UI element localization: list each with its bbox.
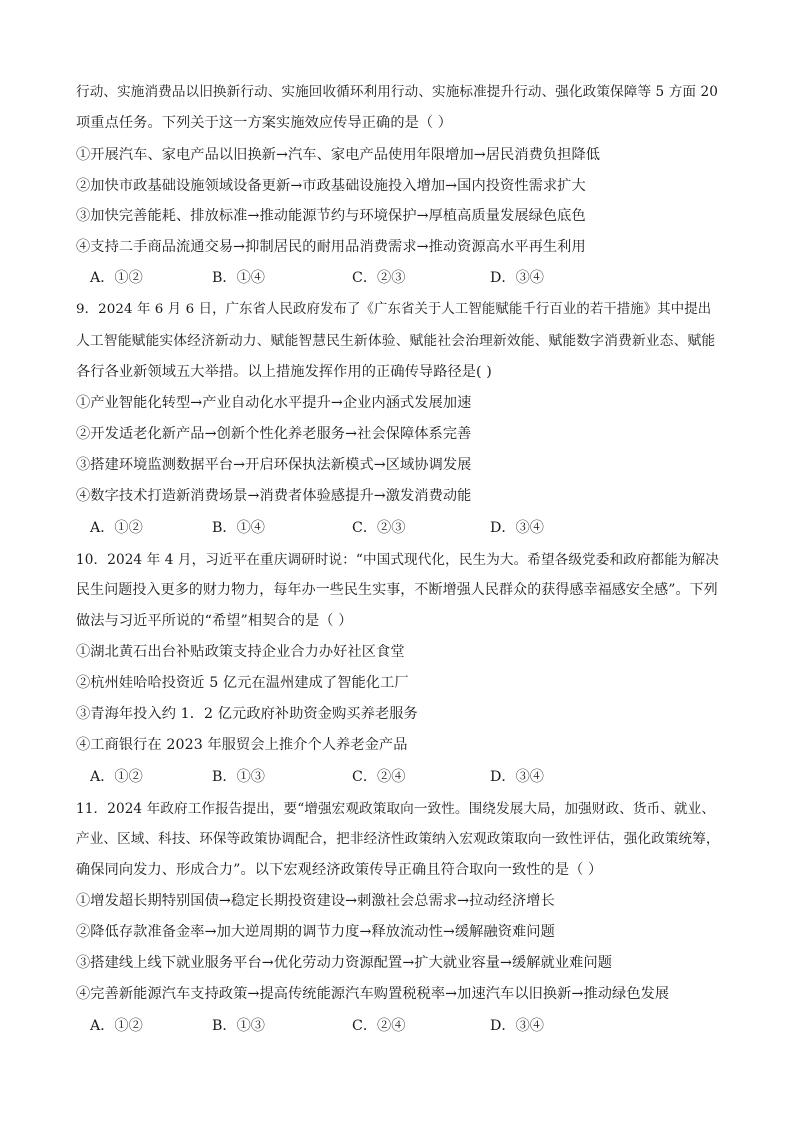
q8-option-b: B．①④: [212, 270, 265, 286]
q8-item-2: ②加快市政基础设施领域设备更新→市政基础设施投入增加→国内投资性需求扩大: [76, 178, 586, 194]
q10-options: [90, 767, 690, 787]
q11-item-4: ④完善新能源汽车支持政策→提高传统能源汽车购置税税率→加速汽车以旧换新→推动绿色发展: [76, 986, 670, 1002]
q10-stem-line-2: 民生问题投入更多的财力物力，每年办一些民生实事，不断增强人民群众的获得感幸福感安全感”。下列: [76, 582, 718, 598]
q11-item-2: ②降低存款准备金率→加大逆周期的调节力度→释放流动性→缓解融资难问题: [76, 924, 555, 940]
q10-stem-line-1: 10．2024 年 4 月，习近平在重庆调研时说：“中国式现代化，民生为大。希望各级党委和政府都能为解决: [76, 552, 719, 568]
q8-option-d: D．③④: [490, 270, 544, 286]
q10-option-a: A．①②: [90, 769, 143, 785]
q11-item-3: ③搭建线上线下就业服务平台→优化劳动力资源配置→扩大就业容量→缓解就业难问题: [76, 955, 613, 971]
q9-option-b: B．①④: [212, 520, 265, 536]
q10-stem-line-3: 做法与习近平所说的“希望”相契合的是（ ）: [76, 613, 353, 629]
q11-option-d: D．③④: [490, 1018, 544, 1034]
q10-item-1: ①湖北黄石出台补贴政策支持企业合力办好社区食堂: [76, 644, 405, 660]
q10-option-d: D．③④: [490, 769, 544, 785]
q9-option-c: C．②③: [352, 520, 406, 536]
q11-options: [90, 1016, 690, 1036]
q8-item-4: ④支持二手商品流通交易→抑制居民的耐用品消费需求→推动资源高水平再生利用: [76, 239, 586, 255]
q11-item-1: ①增发超长期特别国债→稳定长期投资建设→刺激社会总需求→拉动经济增长: [76, 893, 555, 909]
q10-option-b: B．①③: [212, 769, 265, 785]
q11-option-b: B．①③: [212, 1018, 265, 1034]
q10-item-4: ④工商银行在 2023 年服贸会上推介个人养老金产品: [76, 737, 408, 753]
q9-item-3: ③搭建环境监测数据平台→开启环保执法新模式→区域协调发展: [76, 457, 472, 473]
q8-option-c: C．②③: [352, 270, 406, 286]
q9-item-1: ①产业智能化转型→产业自动化水平提升→企业内涵式发展加速: [76, 395, 472, 411]
q11-stem-line-1: 11．2024 年政府工作报告提出，要“增强宏观政策取向一致性。围绕发展大局，加强财政、货币、就业、: [76, 801, 716, 817]
q10-option-c: C．②④: [352, 769, 406, 785]
q10-item-3: ③青海年投入约 1．2 亿元政府补助资金购买养老服务: [76, 706, 418, 722]
q8-item-1: ①开展汽车、家电产品以旧换新→汽车、家电产品使用年限增加→居民消费负担降低: [76, 147, 601, 163]
q8-options: [90, 268, 690, 288]
q9-item-2: ②开发适老化新产品→创新个性化养老服务→社会保障体系完善: [76, 426, 472, 442]
q11-option-c: C．②④: [352, 1018, 406, 1034]
q8-stem-line-1: 行动、实施消费品以旧换新行动、实施回收循环利用行动、实施标准提升行动、强化政策保障等 5 方面 20: [76, 84, 719, 100]
q9-stem-line-3: 各行各业新领域五大举措。以上措施发挥作用的正确传导路径是( ): [76, 364, 492, 380]
q9-item-4: ④数字技术打造新消费场景→消费者体验感提升→激发消费动能: [76, 488, 472, 504]
q8-option-a: A．①②: [90, 270, 143, 286]
q9-stem-line-2: 人工智能赋能实体经济新动力、赋能智慧民生新体验、赋能社会治理新效能、赋能数字消费新业态、赋能: [76, 333, 716, 349]
q8-item-3: ③加快完善能耗、排放标准→推动能源节约与环境保护→厚植高质量发展绿色底色: [76, 208, 586, 224]
q9-stem-line-1: 9．2024 年 6 月 6 日，广东省人民政府发布了《广东省关于人工智能赋能千行百业的若干措施》其中提出: [76, 302, 712, 317]
q11-stem-line-2: 产业、区域、科技、环保等政策协调配合，把非经济性政策纳入宏观政策取向一致性评估，强化政策统筹，: [76, 831, 720, 847]
q11-option-a: A．①②: [90, 1018, 143, 1034]
q10-item-2: ②杭州娃哈哈投资近 5 亿元在温州建成了智能化工厂: [76, 675, 409, 691]
q8-stem-line-2: 项重点任务。下列关于这一方案实施效应传导正确的是（ ）: [76, 115, 453, 131]
q11-stem-line-3: 确保同向发力、形成合力”。以下宏观经济政策传导正确且符合取向一致性的是（ ）: [76, 862, 603, 878]
q9-option-a: A．①②: [90, 520, 143, 536]
q9-options: [90, 518, 690, 538]
q9-option-d: D．③④: [490, 520, 544, 536]
